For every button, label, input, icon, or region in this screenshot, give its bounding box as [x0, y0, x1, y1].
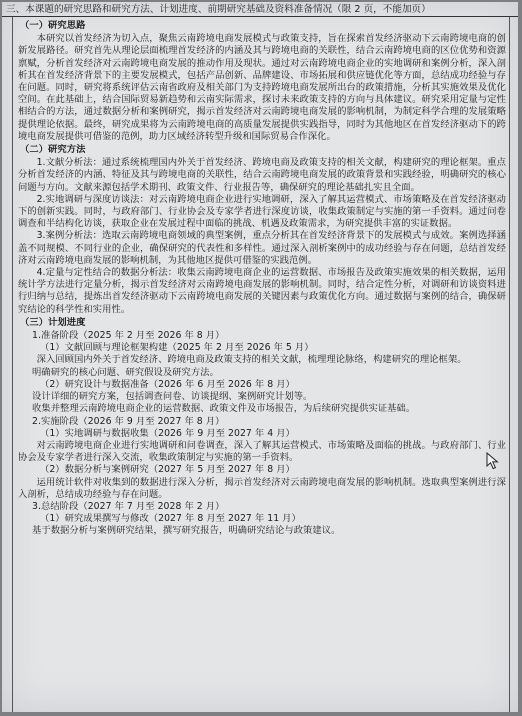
- phase-summary: 3.总结阶段（2027 年 7 月至 2028 年 2 月）: [32, 500, 225, 512]
- phase-prep-item-2-text-2: 收集并整理云南跨境电商企业的运营数据、政策文件及市场报告，为后续研究提供实证基础。: [32, 403, 416, 415]
- heading-schedule: （三）计划进度: [20, 316, 86, 328]
- phase-impl-item-2: （2）数据分析与案例研究（2027 年 5 月至 2027 年 8 月）: [40, 464, 295, 476]
- method-literature: 1.文献分析法：通过系统梳理国内外关于首发经济、跨境电商及政策支持的相关文献，构建研究的理论框架。重点分析首发经济的内涵、特征及其与跨境电商的关联性，结合云南跨境电商发展的政策背景和实践经验，明确研究的核心问题与方向。文献来源包括学术期刊、政策文件、行业报告等，确保研究的理论基础扎实且全面。: [18, 157, 506, 193]
- phase-summary-item-1: （1）研究成果撰写与修改（2027 年 8 月至 2027 年 11 月）: [40, 513, 301, 525]
- phase-prep-item-1-text-2: 明确研究的核心问题、研究假设及研究方法。: [32, 366, 219, 378]
- phase-prep-item-2-text: 设计详细的研究方案，包括调查问卷、访谈提纲、案例研究计划等。: [32, 391, 313, 403]
- phase-impl: 2.实施阶段（2026 年 9 月至 2027 年 8 月）: [32, 415, 225, 427]
- phase-impl-item-2-text: 运用统计软件对收集到的数据进行深入分析，揭示首发经济对云南跨境电商发展的影响机制。选取典型案例进行深入剖析，总结成功经验与存在问题。: [18, 476, 506, 500]
- heading-research-approach: （一）研究思路: [20, 20, 86, 31]
- phase-impl-item-1-text: 对云南跨境电商企业进行实地调研和问卷调查，深入了解其运营模式、市场策略及面临的挑战。与政府部门、行业协会及专家学者进行深入交流，收集政策制定与实施的第一手资料。: [18, 439, 506, 464]
- method-case-analysis: 3.案例分析法：选取云南跨境电商领域的典型案例，重点分析其在首发经济背景下的发展模式与成效。案例选择涵盖不同规模、不同行业的企业，确保研究的代表性和多样性。通过深入剖析案例中的成功经验与存在问题，总结首发经济对云南跨境电商发展的影响机制，为其他地区提供可借鉴的实践范例。: [18, 230, 506, 266]
- phase-prep: 1.准备阶段（2025 年 2 月至 2026 年 8 月）: [32, 330, 225, 342]
- phase-impl-item-1: （1）实地调研与数据收集（2026 年 9 月至 2027 年 4 月）: [40, 427, 295, 439]
- research-approach-paragraph: 本研究以首发经济为切入点，聚焦云南跨境电商发展模式与政策支持，旨在探索首发经济驱动下云南跨境电商的创新发展路径。研究首先从理论层面梳理首发经济的内涵及其与跨境电商的关联性，结合云南跨境电商的区位优势和资源禀赋，分析首发经济对云南跨境电商发展的推动作用及现状。通过对云南跨境电商企业的实地调研和案例分析，深入剖析其在首发经济背景下的主要发展模式，包括产品创新、品牌建设、市场拓展和供应链优化等方面，总结成功经验与存在问题。同时，研究将系统评估云南省政府及相关部门为支持跨境电商发展所出台的政策措施，分析其实施效果及优化空间。在此基础上，结合国际贸易新趋势和云南实际需求，探讨未来政策支持的方向与具体建议。研究采用定量与定性相结合的方法，通过数据分析和案例研究，揭示首发经济对云南跨境电商发展的影响机制，为制定科学合理的发展策略提供理论依据。最终，研究成果将为云南跨境电商的高质量发展提供实践指导，同时为其他地区在首发经济驱动下的跨境电商发展提供可借鉴的范例，助力区域经济转型升级和国际贸易合作深化。: [18, 33, 506, 142]
- document-body: [18, 19, 506, 709]
- phase-prep-item-2: （2）研究设计与数据准备（2026 年 6 月至 2026 年 8 月）: [40, 378, 295, 390]
- mouse-cursor-icon: [486, 452, 500, 470]
- method-field-research: 2.实地调研与深度访谈法：对云南跨境电商企业进行实地调研，深入了解其运营模式、市场策略及在首发经济驱动下的创新实践。同时，与政府部门、行业协会及专家学者进行深度访谈，收集政策制定与实施的第一手资料。通过问卷调查和半结构化访谈，获取企业在发展过程中面临的挑战、机遇及政策需求，为研究提供丰富的实证数据。: [18, 193, 506, 230]
- heading-research-methods: （二）研究方法: [20, 144, 86, 156]
- method-data-analysis: 4.定量与定性结合的数据分析法：收集云南跨境电商企业的运营数据、市场报告及政策实施效果的相关数据，运用统计学方法进行定量分析，揭示首发经济对云南跨境电商发展的影响机制。同时，结合定性分析，对调研和访谈资料进行归纳与总结，提炼出首发经济驱动下云南跨境电商发展的关键因素与政策优化方向。通过数据与案例的结合，确保研究结论的科学性和实用性。: [18, 267, 506, 315]
- section-banner: 三、本课题的研究思路和研究方法、计划进度、前期研究基础及资料准备情况（限 2 页，不能加页）: [2, 2, 518, 17]
- phase-prep-item-1-text: 深入回顾国内外关于首发经济、跨境电商及政策支持的相关文献，梳理理论脉络，构建研究的理论框架。: [36, 354, 467, 366]
- phase-summary-item-1-text: 基于数据分析与案例研究结果，撰写研究报告，明确研究结论与政策建议。: [32, 525, 341, 537]
- document-page: [2, 2, 518, 712]
- phase-prep-item-1: （1）文献回顾与理论框架构建（2025 年 2 月至 2026 年 5 月）: [40, 342, 314, 354]
